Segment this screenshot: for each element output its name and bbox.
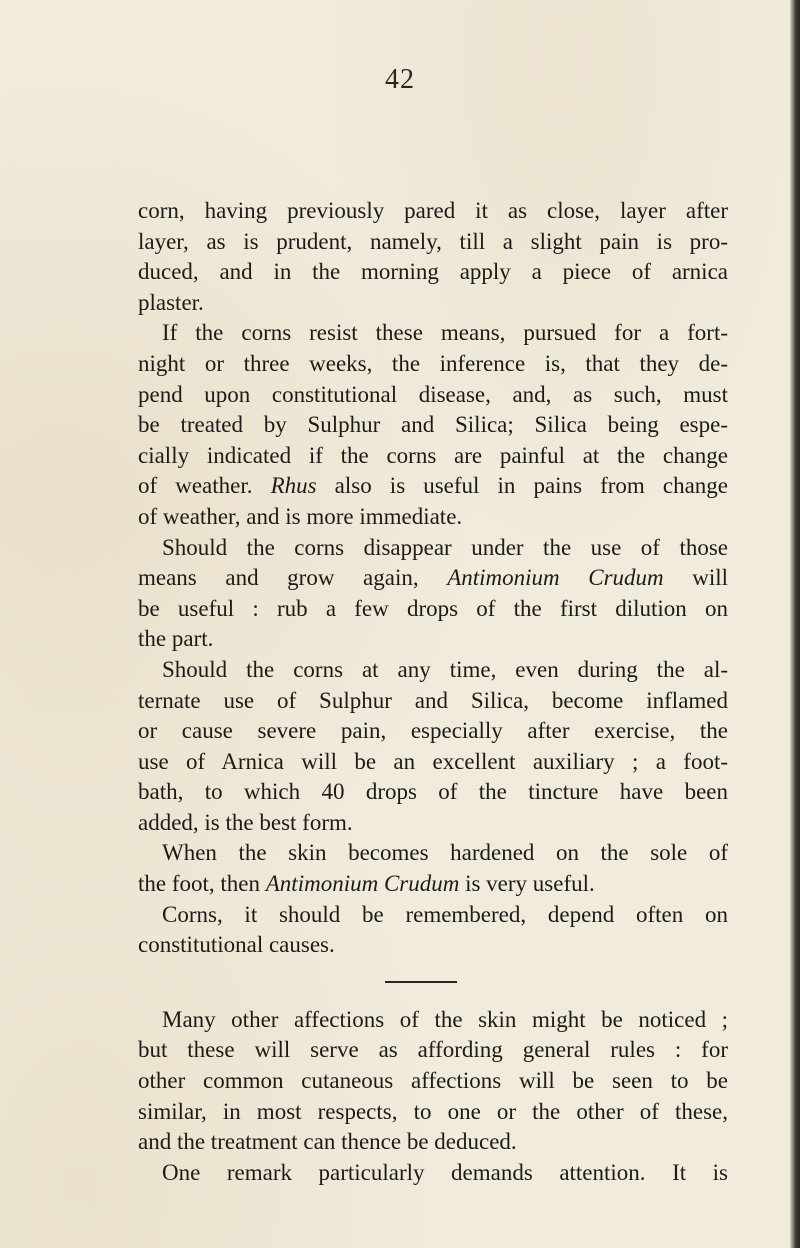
text-line — [138, 869, 728, 900]
text-segment: means and grow again, — [138, 565, 419, 591]
text-line: night or three weeks, the inference is, that they de- — [138, 350, 728, 376]
text-line: layer, as is prudent, namely, till a slight pain is pro- — [138, 228, 728, 254]
page-number: 42 — [385, 64, 415, 95]
text-line — [138, 563, 728, 594]
text-segment: of weather. — [138, 473, 253, 499]
text-line: similar, in most respects, to one or the other of these, — [138, 1098, 728, 1124]
text-line: plaster. — [138, 289, 204, 315]
text-line: of weather, and is more immediate. — [138, 503, 463, 529]
body-text — [138, 196, 728, 1188]
text-line: duced, and in the morning apply a piece of arnica — [138, 259, 728, 285]
text-line — [138, 471, 728, 502]
text-line: ternate use of Sulphur and Silica, become inflamed — [138, 687, 728, 713]
text-segment: is very useful. — [465, 871, 595, 897]
text-line: but these will serve as affording general rules : for — [138, 1037, 728, 1063]
text-line: other common cutaneous affections will be seen to be — [138, 1068, 728, 1094]
text-segment: will — [692, 565, 728, 591]
text-line: be useful : rub a few drops of the first dilution on — [138, 595, 728, 621]
text-line: Corns, it should be remembered, depend often on — [162, 901, 728, 927]
text-segment: the foot, then — [138, 871, 260, 897]
remedy-name: Rhus — [270, 473, 317, 499]
text-line: use of Arnica will be an excellent auxiliary ; a foot- — [138, 748, 728, 774]
text-line: and the treatment can thence be deduced. — [138, 1129, 517, 1155]
text-line: Many other affections of the skin might be noticed ; — [162, 1006, 728, 1032]
text-line: One remark particularly demands attention. It is — [162, 1159, 728, 1185]
text-line: cially indicated if the corns are painful at the change — [138, 442, 728, 468]
text-line: the part. — [138, 626, 214, 652]
text-line: Should the corns disappear under the use of those — [162, 534, 728, 560]
text-line: When the skin becomes hardened on the sole of — [162, 840, 728, 866]
remedy-name: Antimonium Crudum — [265, 871, 460, 897]
text-line: be treated by Sulphur and Silica; Silica being espe- — [138, 412, 728, 438]
remedy-name: Antimonium Crudum — [447, 565, 664, 591]
section-divider — [385, 981, 457, 983]
text-line: Should the corns at any time, even during the al- — [162, 656, 728, 682]
text-line: corn, having previously pared it as close, layer after — [138, 198, 728, 223]
text-line: pend upon constitutional disease, and, as such, must — [138, 381, 728, 407]
text-line: If the corns resist these means, pursued for a fort- — [162, 320, 728, 346]
page-edge-shadow — [790, 0, 800, 1248]
text-line: added, is the best form. — [138, 809, 353, 835]
text-segment: also is useful in pains from change — [334, 473, 728, 499]
text-line: constitutional causes. — [138, 932, 335, 958]
text-line: or cause severe pain, especially after exercise, the — [138, 718, 728, 744]
text-line: bath, to which 40 drops of the tincture have been — [138, 779, 728, 805]
